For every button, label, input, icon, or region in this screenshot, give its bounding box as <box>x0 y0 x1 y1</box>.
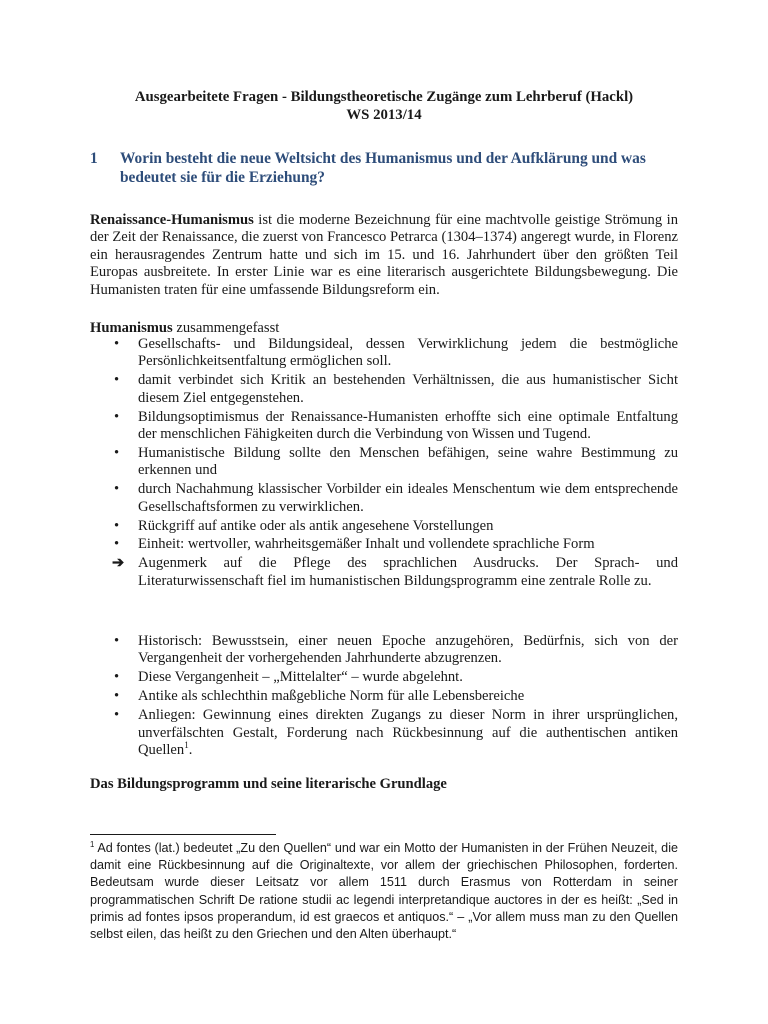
list-item-text: Antike als schlechthin maßgebliche Norm für alle Lebensbereiche <box>138 688 525 705</box>
list-item <box>112 633 678 668</box>
bullet-icon: • <box>114 481 120 498</box>
footnote-reference[interactable]: 1 <box>184 740 189 751</box>
list-item <box>112 669 678 686</box>
list-item-text: Augenmerk auf die Pflege des sprachlichen Ausdrucks. Der Sprach- und Literaturwissenschaft fiel im humanistischen Bildungsprogramm eine zentrale Rolle zu. <box>138 555 678 589</box>
bullet-icon: • <box>114 517 120 534</box>
footnote-mark: 1 <box>90 839 95 849</box>
list-item <box>112 481 678 516</box>
list-item <box>112 445 678 480</box>
intro-text: ist die moderne Bezeichnung für eine machtvolle geistige Strömung in der Zeit der Renaissance, die zuerst von Francesco Petrarca (1304–1374) angeregt wurde, in Florenz ein herausragendes Zentrum hatte und sich im 15. und 16. Jahrhundert über den größten Teil Europas ausbreitete. In erster Linie war es eine literarisch ausgerichtete Bildungsbewegung. Die Humanisten traten für eine umfassende Bildungsreform ein. <box>90 212 678 298</box>
list-item-text: Rückgriff auf antike oder als antik angesehene Vorstellungen <box>138 517 494 534</box>
humanism-bullet-list <box>112 336 678 592</box>
list-item-text: Diese Vergangenheit – „Mittelalter“ – wurde abgelehnt. <box>138 669 463 686</box>
summary-heading <box>90 320 678 337</box>
bullet-icon: • <box>114 336 120 352</box>
summary-bold-term: Humanismus <box>90 320 173 336</box>
list-item <box>112 372 678 407</box>
list-item <box>112 707 678 759</box>
bullet-icon: • <box>114 536 120 553</box>
bullet-icon: • <box>114 408 120 425</box>
title-line-2: WS 2013/14 <box>346 107 422 123</box>
document-title <box>90 88 678 124</box>
summary-text: zusammengefasst <box>172 320 280 336</box>
list-item-text: durch Nachahmung klassischer Vorbilder ein ideales Menschentum wie dem entsprechende Gesellschaftsformen zu verwirklichen. <box>138 481 678 515</box>
footnote <box>90 840 678 943</box>
footnote-divider <box>90 834 276 835</box>
list-item-text: Humanistische Bildung sollte den Menschen befähigen, seine wahre Bestimmung zu erkennen und <box>138 444 678 479</box>
list-item <box>112 409 678 444</box>
intro-paragraph <box>90 212 678 299</box>
list-item-text: Einheit: wertvoller, wahrheitsgemäßer Inhalt und vollendete sprachliche Form <box>138 536 595 553</box>
list-item <box>112 518 678 535</box>
history-bullet-list <box>112 633 678 761</box>
list-item-text: Historisch: Bewusstsein, einer neuen Epoche anzugehören, Bedürfnis, sich von der Vergangenheit der vorhergehenden Jahrhunderte abzugrenzen. <box>138 633 678 667</box>
bullet-icon: • <box>114 669 120 686</box>
bullet-icon: • <box>114 633 120 649</box>
list-item-tail: . <box>188 741 193 758</box>
bullet-icon: • <box>114 444 120 461</box>
arrow-right-icon: ➔ <box>112 555 125 572</box>
footnote-text: Ad fontes (lat.) bedeutet „Zu den Quellen“ und war ein Motto der Humanisten in der Frühen Neuzeit, die damit eine Rückbesinnung auf die Originaltexte, vor allem der griechischen Philosophen, forderten. Bedeutsam wurde dieser Leitsatz vor allem 1511 durch Erasmus von Rotterdam in seiner programmatischen Schrift De ratione studii ac legendi interpretandique auctores in der es heißt: „Sed in primis ad fontes ipsos properandum, id est graecos et antiquos.“ – „Vor allem muss man zu den Quellen selbst eilen, das heißt zu den Griechen und den Alten überhaupt.“ <box>90 841 678 942</box>
list-item <box>112 688 678 705</box>
bullet-icon: • <box>114 688 120 705</box>
title-line-1: Ausgearbeitete Fragen - Bildungstheoretische Zugänge zum Lehrberuf (Hackl) <box>134 89 634 105</box>
list-item-text: Gesellschafts- und Bildungsideal, dessen Verwirklichung jedem die bestmögliche Persönlichkeitsentfaltung ermöglichen soll. <box>138 336 678 370</box>
list-item <box>112 536 678 553</box>
question-text: Worin besteht die neue Weltsicht des Humanismus und der Aufklärung und was bedeutet sie für die Erziehung? <box>120 150 646 186</box>
list-item-text: Anliegen: Gewinnung eines direkten Zugangs zu dieser Norm in ihrer ursprünglichen, unverfälschten Gestalt, Forderung nach Rückbesinnung auf die authentischen antiken Quellen <box>138 707 678 758</box>
question-number: 1 <box>90 150 98 167</box>
bullet-icon: • <box>114 372 120 389</box>
section-heading: Das Bildungsprogramm und seine literarische Grundlage <box>90 776 447 792</box>
intro-bold-term: Renaissance-Humanismus <box>90 212 254 228</box>
list-item <box>112 555 678 590</box>
list-item <box>112 336 678 371</box>
bullet-icon: • <box>114 707 120 724</box>
list-item-text: Bildungsoptimismus der Renaissance-Humanisten erhoffte sich eine optimale Entfaltung der menschlichen Fähigkeiten durch die Verbindung von Wissen und Tugend. <box>138 408 678 443</box>
list-item-text: damit verbindet sich Kritik an bestehenden Verhältnissen, die aus humanistischer Sicht diesem Ziel entgegenstehen. <box>138 372 678 406</box>
question-heading <box>90 150 690 187</box>
